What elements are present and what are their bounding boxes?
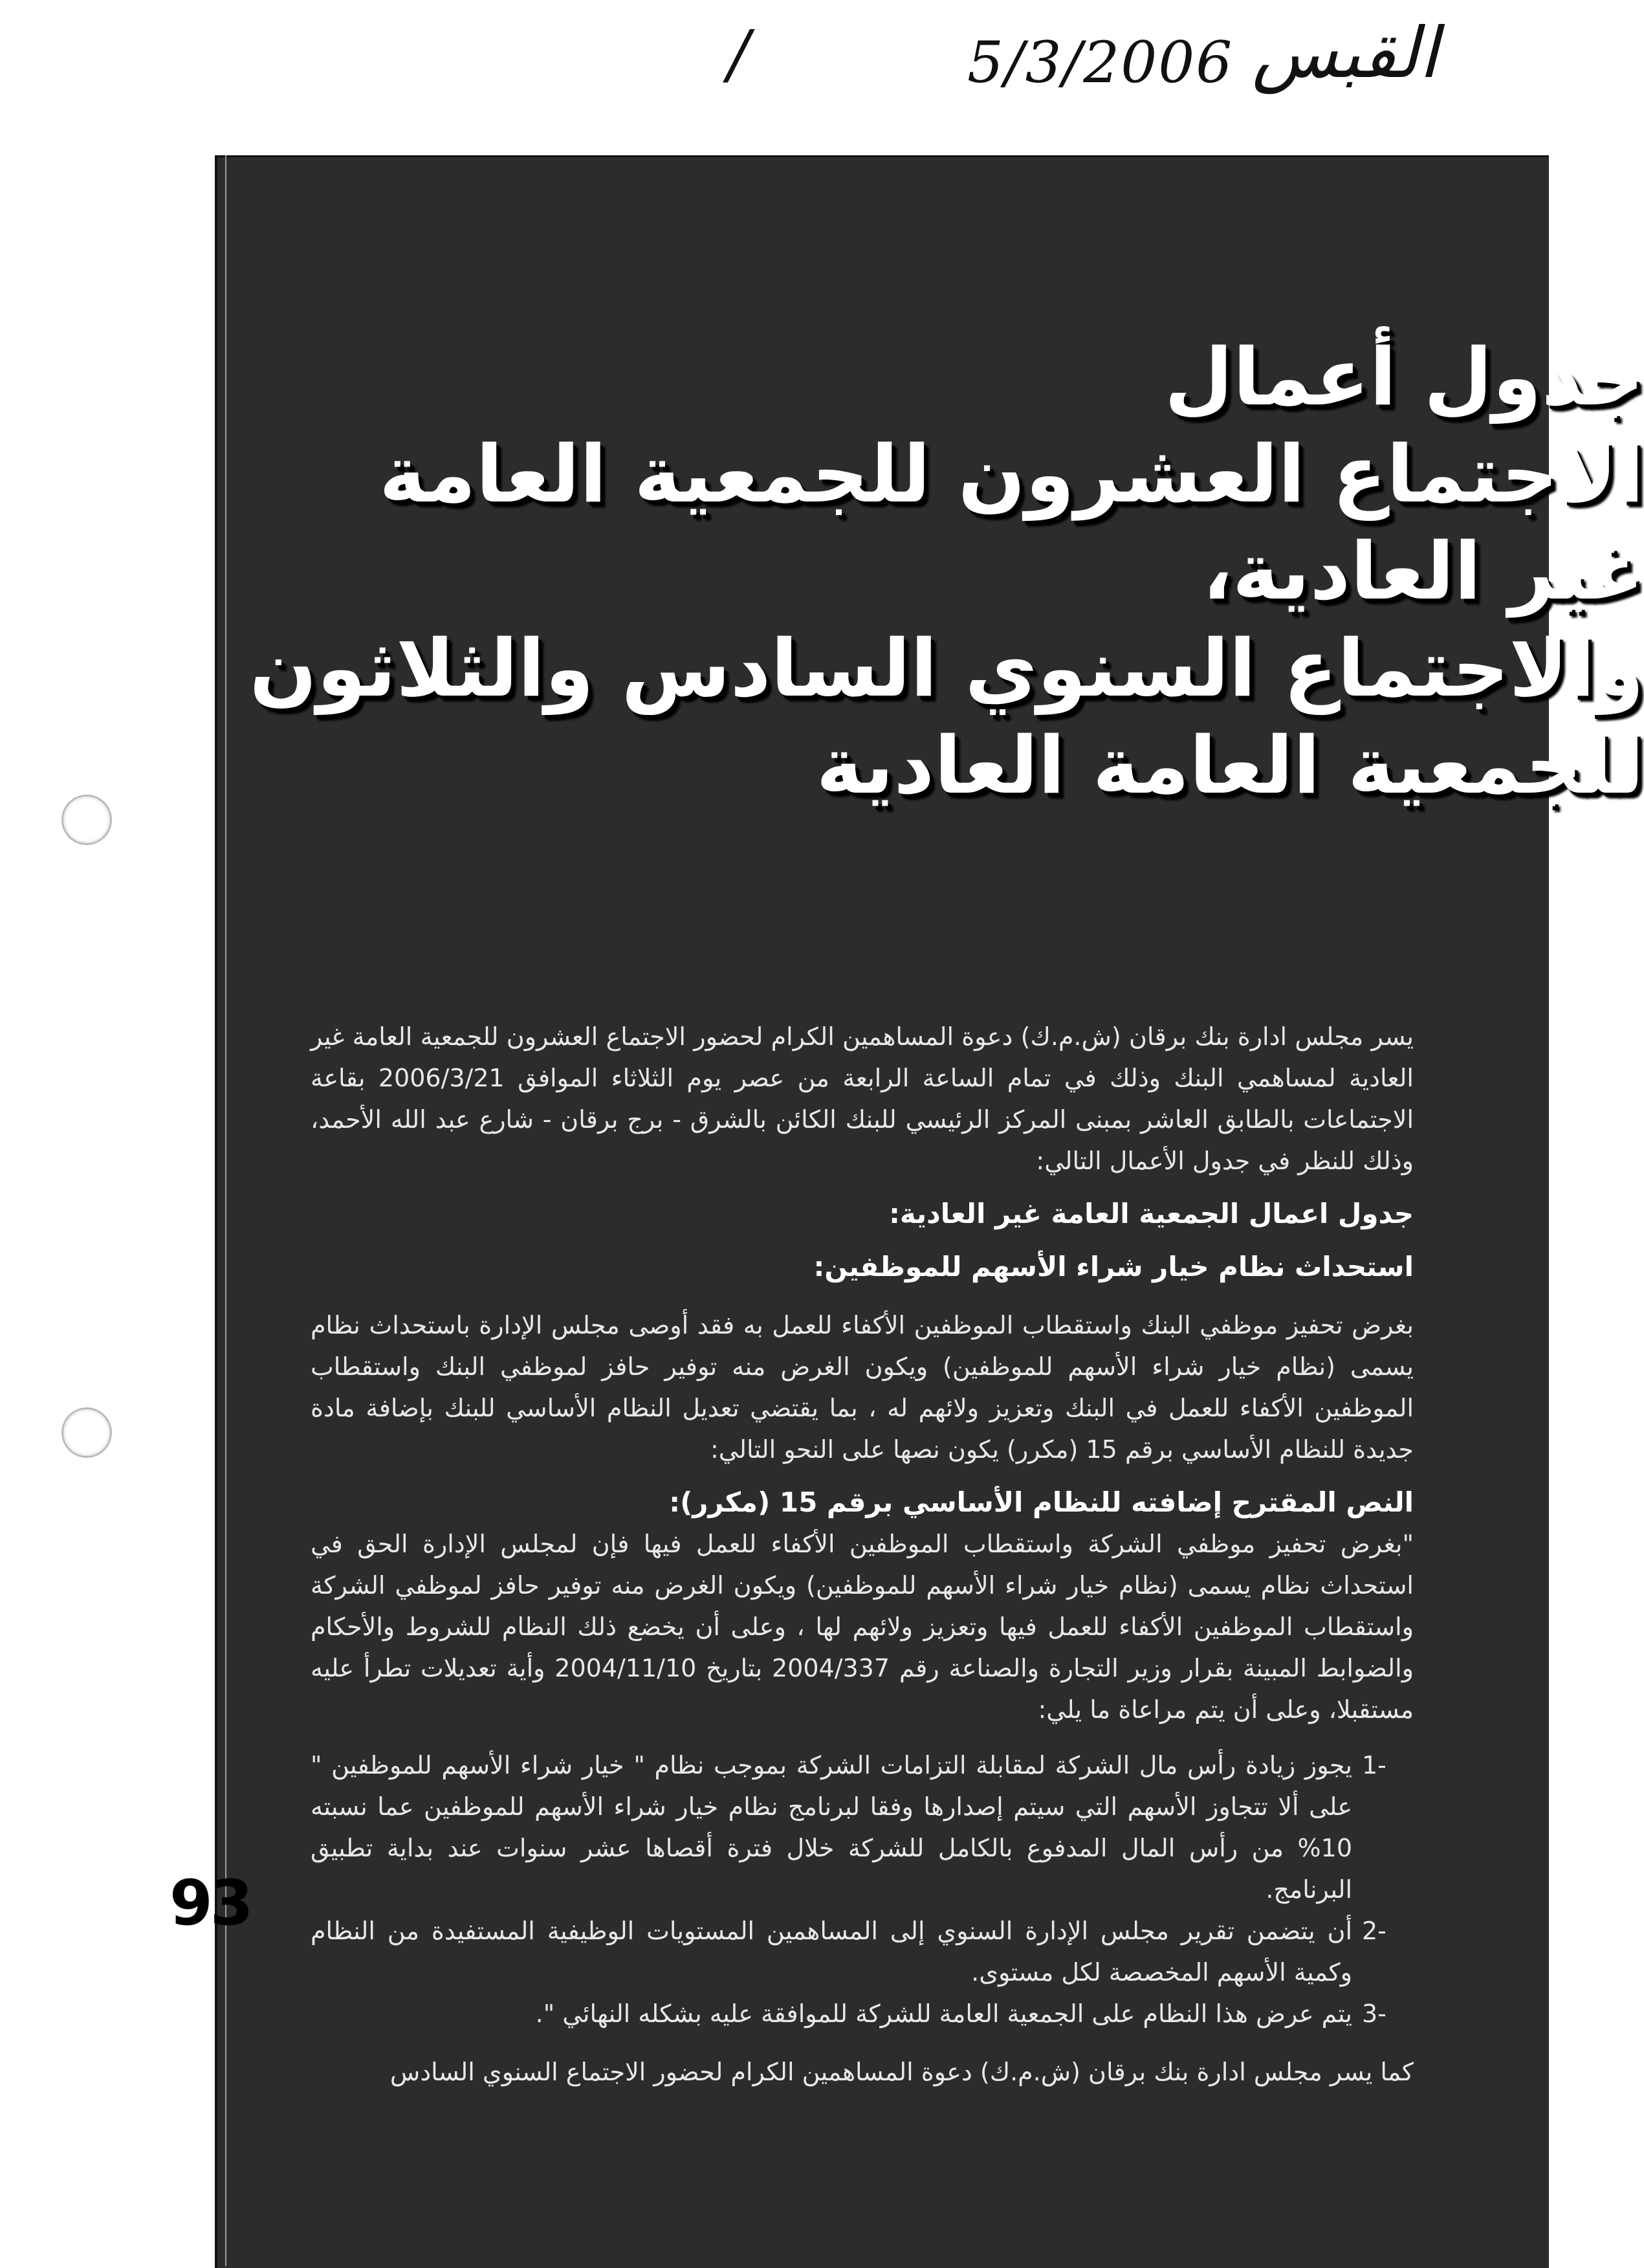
proposed-heading: النص المقترح إضافته للنظام الأساسي برقم 15 (مكرر): — [669, 1486, 1414, 1518]
list-item — [311, 1745, 1414, 1910]
proposed-paragraph: "بغرض تحفيز موظفي الشركة واستقطاب الموظفين الأكفاء للعمل فيها فإن لمجلس الإدارة الحق في استحداث نظام يسمى (نظام خيار شراء الأسهم للموظفين) ويكون الغرض منه توفير حافز لموظفي الشركة واستقطاب الموظفين الأكفاء للعمل فيها وتعزيز ولائهم لها ، وعلى أن يخضع ذلك النظام للشروط والأحكام والضوابط المبينة بقرار وزير التجارة والصناعة رقم 2004/337 بتاريخ 2004/11/10 وأية تعديلات تطرأ عليه مستقبلا، وعلى أن يتم مراعاة ما يلي: — [311, 1530, 1414, 1724]
section-paragraph: بغرض تحفيز موظفي البنك واستقطاب الموظفين الأكفاء للعمل به فقد أوصى مجلس الإدارة باستحداث نظام يسمى (نظام خيار شراء الأسهم للموظفين) ويكون الغرض منه توفير حافز لموظفي البنك واستقطاب الموظفين الأكفاء للعمل في البنك وتعزيز ولائهم له ، بما يقتضي تعديل النظام الأساسي للبنك بإضافة مادة جديدة للنظام الأساسي برقم 15 (مكرر) يكون نصها على النحو التالي: — [311, 1311, 1414, 1464]
headline-line: الاجتماع العشرون للجمعية العامة — [378, 428, 1644, 520]
handwritten-slash: / — [728, 16, 750, 92]
intro-paragraph: يسر مجلس ادارة بنك برقان (ش.م.ك) دعوة المساهمين الكرام لحضور الاجتماع العشرون للجمعية العامة غير العادية لمساهمي البنك وذلك في تمام الساعة الرابعة من عصر يوم الثلاثاء الموافق 2006/3/21 بقاعة الاجتماعات بالطابق العاشر بمبنى المركز الرئيسي للبنك الكائن بالشرق - برج برقان - شارع عبد الله الأحمد، وذلك للنظر في جدول الأعمال التالي: — [311, 1022, 1414, 1175]
headline — [217, 329, 1644, 814]
list-item-number: 2- — [1362, 1917, 1386, 1945]
punch-hole — [61, 1407, 112, 1458]
list-item — [311, 1993, 1414, 2034]
notice-body — [311, 1016, 1414, 2093]
handwritten-source: القبس — [1252, 13, 1438, 94]
headline-line: للجمعية العامة العادية — [816, 720, 1644, 811]
headline-line: غير العادية، — [1202, 525, 1644, 617]
handwritten-date: 5/3/2006 — [967, 29, 1234, 96]
list-item-number: 1- — [1362, 1751, 1386, 1779]
agenda-heading: جدول اعمال الجمعية العامة غير العادية: — [889, 1198, 1414, 1229]
headline-line: والاجتماع السنوي السادس والثلاثون — [249, 622, 1644, 714]
list-item-text: يتم عرض هذا النظام على الجمعية العامة للشركة للموافقة عليه بشكله النهائي ". — [535, 1999, 1352, 2028]
list-item-text: يجوز زيادة رأس مال الشركة لمقابلة التزامات الشركة بموجب نظام " خيار شراء الأسهم للموظفين " على ألا تتجاوز الأسهم التي سيتم إصدارها وفقا لبرنامج نظام خيار شراء الأسهم للموظفين عما نسبته 10% من رأس المال المدفوع بالكامل للشركة خلال فترة أقصاها عشر سنوات عند بداية تطبيق البرنامج. — [311, 1751, 1352, 1904]
page-number: 93 — [170, 1867, 251, 1939]
list-item-text: أن يتضمن تقرير مجلس الإدارة السنوي إلى المساهمين المستويات الوظيفية المستفيدة من النظام وكمية الأسهم المخصصة لكل مستوى. — [311, 1917, 1352, 1987]
list-item-number: 3- — [1362, 1999, 1386, 2028]
conditions-list — [311, 1745, 1414, 2034]
list-item — [311, 1910, 1414, 1993]
punch-hole — [61, 795, 112, 845]
panel-edge-line — [225, 155, 226, 2266]
section-heading: استحداث نظام خيار شراء الأسهم للموظفين: — [813, 1251, 1414, 1283]
headline-line: جدول أعمال — [1164, 331, 1644, 423]
closing-paragraph: كما يسر مجلس ادارة بنك برقان (ش.م.ك) دعوة المساهمين الكرام لحضور الاجتماع السنوي السادس — [389, 2058, 1414, 2086]
